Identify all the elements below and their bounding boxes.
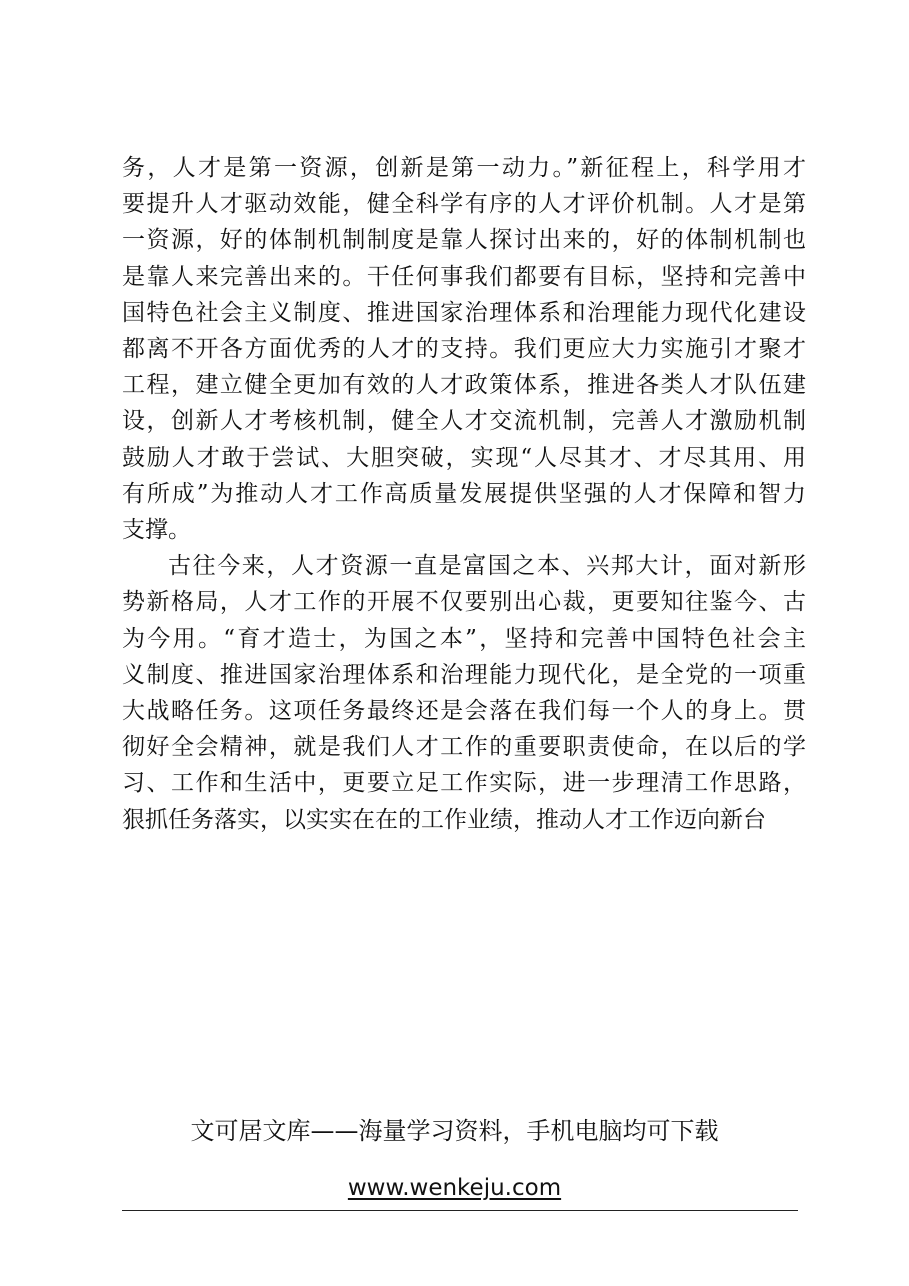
text-line: 义制度、推进国家治理体系和治理能力现代化，是全党的一项重 xyxy=(122,661,806,688)
text-line: 古往今来，人才资源一直是富国之本、兴邦大计，面对新形 xyxy=(168,553,806,580)
text-line: 都离不开各方面优秀的人才的支持。我们更应大力实施引才聚才 xyxy=(122,336,806,362)
text-line: 务，人才是第一资源，创新是第一动力。”新征程上，科学用才 xyxy=(122,155,806,181)
text-line: 狠抓任务落实，以实实在在的工作业绩，推动人才工作迈向新台 xyxy=(122,806,766,833)
text-line: 为今用。“育才造士，为国之本”，坚持和完善中国特色社会主 xyxy=(122,625,806,652)
text-line: 大战略任务。这项任务最终还是会落在我们每一个人的身上。贯 xyxy=(122,698,806,724)
footer-url-link[interactable]: www.wenkeju.com xyxy=(347,1175,562,1201)
text-line: 鼓励人才敢于尝试、大胆突破，实现“人尽其才、才尽其用、用 xyxy=(122,444,806,471)
text-line: 要提升人才驱动效能，健全科学有序的人才评价机制。人才是第 xyxy=(122,191,806,218)
text-line: 国特色社会主义制度、推进国家治理体系和治理能力现代化建设 xyxy=(122,299,806,326)
footer-divider xyxy=(122,1210,798,1211)
text-line: 习、工作和生活中，更要立足工作实际，进一步理清工作思路， xyxy=(122,770,806,797)
text-line: 支撑。 xyxy=(122,517,191,543)
text-line: 势新格局，人才工作的开展不仅要别出心裁，更要知往鉴今、古 xyxy=(122,589,806,616)
text-line: 一资源，好的体制机制制度是靠人探讨出来的，好的体制机制也 xyxy=(122,227,806,254)
text-line: 有所成”为推动人才工作高质量发展提供坚强的人才保障和智力 xyxy=(122,480,806,507)
text-line: 设，创新人才考核机制，健全人才交流机制，完善人才激励机制 xyxy=(122,408,806,435)
text-line: 彻好全会精神，就是我们人才工作的重要职责使命，在以后的学 xyxy=(122,734,806,761)
text-line: 工程，建立健全更加有效的人才政策体系，推进各类人才队伍建 xyxy=(122,372,806,399)
text-line: 是靠人来完善出来的。干任何事我们都要有目标，坚持和完善中 xyxy=(122,263,806,290)
footer-title: 文可居文库——海量学习资料，手机电脑均可下载 xyxy=(190,1117,719,1145)
